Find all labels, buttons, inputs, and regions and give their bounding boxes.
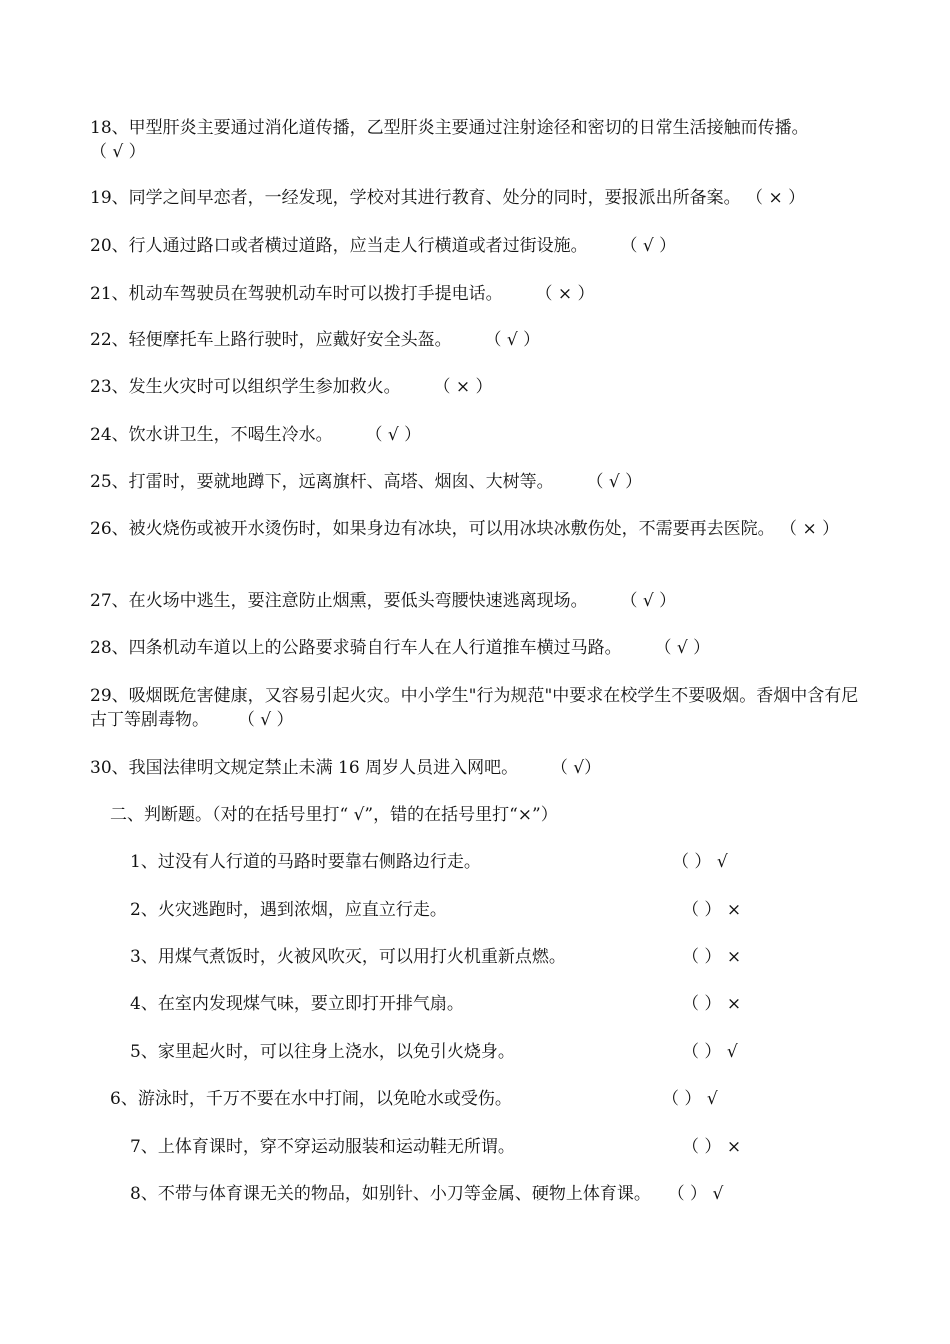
- judgement-item-3: [130, 945, 566, 969]
- question-text: 18、甲型肝炎主要通过消化道传播，乙型肝炎主要通过注射途径和密切的日常生活接触而传播。: [90, 118, 809, 138]
- answer-mark: （ √ ）: [654, 638, 711, 658]
- question-text: 1、过没有人行道的马路时要靠右侧路边行走。: [130, 852, 481, 872]
- question-text: 21、机动车驾驶员在驾驶机动车时可以拨打手提电话。: [90, 284, 503, 304]
- judgement-item-8: [130, 1182, 723, 1206]
- answer-mark: √: [726, 1042, 738, 1062]
- judgement-item-5: [130, 1040, 515, 1064]
- question-text: 23、发生火灾时可以组织学生参加救火。: [90, 377, 401, 397]
- question-25: [90, 470, 642, 494]
- answer-mark: （ √ ）: [586, 472, 643, 492]
- answer-mark: ×: [726, 994, 742, 1014]
- answer-blank: （ ） √: [682, 1042, 738, 1062]
- question-text: 19、同学之间早恋者，一经发现，学校对其进行教育、处分的同时，要报派出所备案。: [90, 188, 741, 208]
- answer-mark: √: [716, 852, 728, 872]
- answer-mark: （ × ）: [780, 519, 840, 539]
- question-21: [90, 282, 595, 306]
- question-27: [90, 589, 676, 613]
- question-28: [90, 636, 710, 660]
- answer-mark: （ √）: [550, 758, 602, 778]
- answer-blank: （ ） ×: [682, 1137, 742, 1157]
- judgement-item-6: [110, 1087, 512, 1111]
- answer-mark: ×: [726, 947, 742, 967]
- question-23: [90, 375, 493, 399]
- question-text: 2、火灾逃跑时，遇到浓烟，应直立行走。: [130, 900, 447, 920]
- question-text: 3、用煤气煮饭时，火被风吹灭，可以用打火机重新点燃。: [130, 947, 566, 967]
- question-text: 5、家里起火时，可以往身上浇水，以免引火烧身。: [130, 1042, 515, 1062]
- judgement-item-7: [130, 1135, 515, 1159]
- answer-blank: （ ） ×: [682, 947, 742, 967]
- question-30: [90, 756, 601, 780]
- answer-mark: （ √ ）: [620, 591, 677, 611]
- answer-mark: （ √ ）: [620, 236, 677, 256]
- question-29: [90, 684, 860, 732]
- judgement-item-1: [130, 850, 481, 874]
- question-text: 27、在火场中逃生，要注意防止烟熏，要低头弯腰快速逃离现场。: [90, 591, 588, 611]
- question-text: 7、上体育课时，穿不穿运动服装和运动鞋无所谓。: [130, 1137, 515, 1157]
- question-text: 29、吸烟既危害健康，又容易引起火灾。中小学生"行为规范"中要求在校学生不要吸烟。香烟中含有尼古丁等剧毒物。: [90, 686, 859, 730]
- section-heading: 二、判断题。（对的在括号里打“ √”，错的在括号里打“×”）: [110, 805, 558, 825]
- question-18: [90, 116, 860, 164]
- answer-mark: ×: [726, 900, 742, 920]
- answer-mark: √: [712, 1184, 724, 1204]
- judgement-item-2: [130, 898, 447, 922]
- judgement-item-4: [130, 992, 464, 1016]
- question-text: 24、饮水讲卫生，不喝生冷水。: [90, 425, 333, 445]
- answer-mark: （ × ）: [535, 284, 595, 304]
- answer-blank: （ ） √: [662, 1089, 718, 1109]
- question-text: 22、轻便摩托车上路行驶时，应戴好安全头盔。: [90, 330, 452, 350]
- question-24: [90, 423, 421, 447]
- question-text: 28、四条机动车道以上的公路要求骑自行车人在人行道推车横过马路。: [90, 638, 622, 658]
- answer-mark: √: [706, 1089, 718, 1109]
- question-26: [90, 517, 860, 541]
- answer-mark: （ × ）: [746, 188, 806, 208]
- answer-mark: （ √ ）: [484, 330, 541, 350]
- question-text: 4、在室内发现煤气味，要立即打开排气扇。: [130, 994, 464, 1014]
- answer-blank: （ ） ×: [682, 994, 742, 1014]
- question-text: 25、打雷时，要就地蹲下，远离旗杆、高塔、烟囱、大树等。: [90, 472, 554, 492]
- answer-mark: （ √ ）: [365, 425, 422, 445]
- answer-mark: （ √ ）: [237, 710, 294, 730]
- answer-blank: （ ） √: [672, 852, 728, 872]
- answer-blank: （ ） ×: [682, 900, 742, 920]
- question-text: 26、被火烧伤或被开水烫伤时，如果身边有冰块，可以用冰块冰敷伤处，不需要再去医院。: [90, 519, 775, 539]
- answer-mark: ×: [726, 1137, 742, 1157]
- question-22: [90, 328, 540, 352]
- question-text: 8、不带与体育课无关的物品，如别针、小刀等金属、硬物上体育课。: [130, 1184, 651, 1204]
- question-text: 6、游泳时，千万不要在水中打闹，以免呛水或受伤。: [110, 1089, 512, 1109]
- answer-blank: （ ）: [667, 1184, 708, 1204]
- answer-mark: （ × ）: [433, 377, 493, 397]
- question-19: [90, 186, 805, 210]
- question-text: 30、我国法律明文规定禁止未满 16 周岁人员进入网吧。: [90, 758, 519, 778]
- question-20: [90, 234, 676, 258]
- question-text: 20、行人通过路口或者横过道路，应当走人行横道或者过街设施。: [90, 236, 588, 256]
- answer-mark: （ √ ）: [90, 142, 146, 162]
